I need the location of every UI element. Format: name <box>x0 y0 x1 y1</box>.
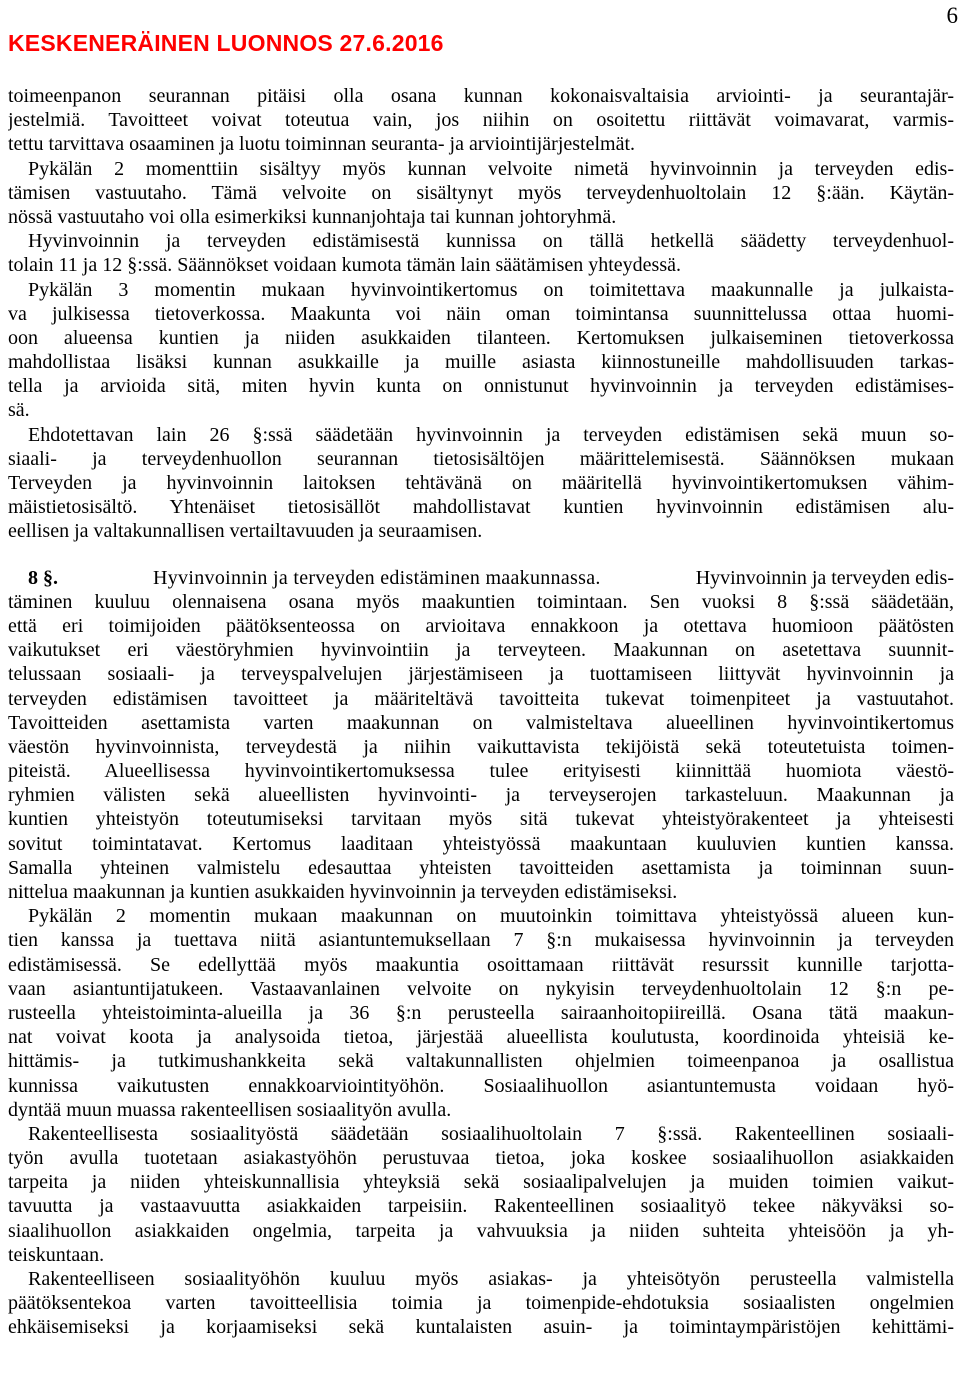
text-line: mäistietosisältö. Yhtenäiset tietosisällöt mahdollistavat kuntien hyvinvoinnin edistämisen alu- <box>8 496 954 519</box>
text-line: telussaan sosiaali- ja terveyspalvelujen järjestämiseen ja tuottamiseen liittyvät hyvinvoinnin ja <box>8 663 954 686</box>
text-line: täminen kuuluu olennaisena osana myös maakuntien toimintaan. Sen vuoksi 8 §:ssä säädetään, <box>8 590 954 613</box>
text-line: vaan asiantuntijatukeen. Vastaavanlainen velvoite on nykyisin terveydenhuoltolain 12 §:n pe- <box>8 977 954 1000</box>
text-line: Hyvinvoinnin ja terveyden edis- <box>695 566 954 589</box>
text-line: mahdollistaa lisäksi kunnan asukkaille ja muille asiasta kiinnostuneille mahdollisuuden tarkas- <box>8 351 954 374</box>
text-line: jestelmiä. Tavoitteet voivat toteutua vain, jos niihin on osoitettu riittävät voimavarat, varmis- <box>8 109 954 132</box>
text-line: kunnissa vaikutusten ennakkoarviointityöhön. Sosiaalihuollon asiantuntemusta voidaan hyö- <box>8 1074 954 1097</box>
text-line: va julkisessa tietoverkossa. Maakunta voi näin oman toimintansa suunnittelussa ottaa huomi- <box>8 302 954 325</box>
text-line: Pykälän 3 momentin mukaan hyvinvointikertomus on toimitettava maakunnalle ja julkaista- <box>28 278 954 301</box>
text-line: Pykälän 2 momenttiin sisältyy myös kunnan velvoite nimetä hyvinvoinnin ja terveyden edis- <box>28 157 954 180</box>
text-line: oon alueensa kuntien ja niiden asukkaiden tilanteen. Kertomuksen julkaiseminen tietoverkossa <box>8 326 954 349</box>
section-title: Hyvinvoinnin ja terveyden edistäminen maakunnassa. <box>153 566 601 589</box>
text-line: teiskuntaan. <box>8 1243 105 1266</box>
text-line: Rakenteelliseen sosiaalityöhön kuuluu myös asiakas- ja yhteisötyön perusteella valmistella <box>28 1268 954 1290</box>
text-line: siaali- ja terveydenhuollon seurannan tietosisältöjen määrittelemisestä. Säännöksen mukaan <box>8 447 954 470</box>
text-line: Terveyden ja hyvinvoinnin laitoksen tehtävänä on määritellä hyvinvointikertomuksen vähim- <box>8 472 954 494</box>
text-line: dyntää muun muassa rakenteellisen sosiaalityön avulla. <box>8 1098 452 1121</box>
section-heading-line <box>8 566 954 590</box>
text-line: Pykälän 2 momentin mukaan maakunnan on muutoinkin toimittava yhteistyössä alueen kun- <box>28 905 954 928</box>
text-line: hittämis- ja tutkimushankkeita sekä valtakunnallisten ohjelmien toimeenpanoa ja osallistua <box>8 1050 954 1073</box>
text-line: rusteella yhteistoiminta-alueilla ja 36 §:n perusteella sairaanhoitopiireillä. Osana tätä maakun- <box>8 1001 954 1024</box>
text-line: että eri toimijoiden päätöksenteossa on arvioitava ennakkoon ja otettava huomioon päätösten <box>8 614 954 637</box>
text-line: Ehdotettavan lain 26 §:ssä säädetään hyvinvoinnin ja terveyden edistämisen sekä muun so- <box>28 423 954 446</box>
text-line: tolain 11 ja 12 §:ssä. Säännökset voidaan kumota tämän lain säätämisen yhteydessä. <box>8 254 681 277</box>
text-line: tien kanssa ja tuettava niitä asiantuntemuksellaan 7 §:n mukaisessa hyvinvoinnin ja terveyden <box>8 929 954 952</box>
text-line: Tavoitteiden asettamista varten maakunnan on valmisteltava alueellinen hyvinvointikertomus <box>8 711 954 734</box>
text-line: tettu tarvittava osaaminen ja luotu toiminnan seuranta- ja arviointijärjestelmät. <box>8 133 636 156</box>
text-line: tarpeita ja niiden yhteiskunnallisia yhteyksiä sekä sosiaalipalvelujen ja muiden toimien vaikut- <box>8 1171 954 1194</box>
text-line: toimeenpanon seurannan pitäisi olla osana kunnan kokonaisvaltaisia arviointi- ja seurantajär- <box>8 85 954 107</box>
text-line: nat voivat koota ja analysoida tietoa, järjestää alueellista koulutusta, koordinoida yhteisiä ke- <box>8 1026 954 1049</box>
text-line: vaikutukset eri väestöryhmien hyvinvointiin ja terveyteen. Maakunnan on asetettava suunnit- <box>8 639 954 662</box>
text-line: nittelua maakunnan ja kuntien asukkaiden hyvinvoinnin ja terveyden edistämiseksi. <box>8 881 678 903</box>
text-line: siaalihuollon asiakkaiden ongelmia, tarpeita ja vahvuuksia ja niiden suhteita yhteisöön ja yh- <box>8 1219 954 1242</box>
draft-status-header: KESKENERÄINEN LUONNOS 27.6.2016 <box>8 30 444 56</box>
text-line: Hyvinvoinnin ja terveyden edistämisestä kunnissa on tällä hetkellä säädetty terveydenhuol- <box>28 230 954 253</box>
text-line: Samalla yhteinen valmistelu edesauttaa yhteisten tavoitteiden asettamista ja toiminnan suun- <box>8 856 954 879</box>
text-line: Rakenteellisesta sosiaalityöstä säädetään sosiaalihuoltolain 7 §:ssä. Rakenteellinen sosiaali- <box>28 1122 954 1145</box>
text-line: ryhmien välisten sekä alueellisten hyvinvointi- ja terveyserojen tarkasteluun. Maakunnan ja <box>8 784 954 807</box>
text-line: tämisen vastuutaho. Tämä velvoite on sisältynyt myös terveydenhuoltolain 12 §:ään. Käytän- <box>8 181 954 204</box>
section-number: 8 §. <box>28 566 58 589</box>
text-line: tavuutta ja vastaavuutta asiakkaiden tarpeisiin. Rakenteellinen sosiaalityö tekee näkyväksi so- <box>8 1195 954 1218</box>
text-line: kuntien yhteistyön toteutumiseksi tarvitaan myös sitä tukevat yhteistyörakenteet ja yhteisesti <box>8 808 954 831</box>
text-line: päätöksentekoa varten tavoitteellisia toimia ja toimenpide-ehdotuksia sosiaalisten ongelmien <box>8 1292 954 1315</box>
text-line: eellisen ja valtakunnallisen vertailtavuuden ja seuraamisen. <box>8 520 483 543</box>
text-line: sovitut toimintatavat. Kertomus laaditaan yhteistyössä maakuntaan kuuluvien kuntien kanssa. <box>8 832 954 855</box>
text-line: tella ja arvioida sitä, miten hyvin kunta on onnistunut hyvinvoinnin ja terveyden edistämises- <box>8 375 954 398</box>
body-text <box>8 84 954 1340</box>
text-line: työn avulla tuotetaan asiakastyöhön perustuvaa tietoa, joka koskee sosiaalihuollon asiakkaiden <box>8 1147 954 1170</box>
text-line: väestön hyvinvoinnista, terveydestä ja niihin vaikuttavista tekijöistä sekä toteutetuista toimen- <box>8 735 954 758</box>
text-line: piteistä. Alueellisessa hyvinvointikertomuksessa tulee erityisesti kiinnittää huomiota väestö- <box>8 760 954 783</box>
text-line: nössä vastuutaho voi olla esimerkiksi kunnanjohtaja tai kunnan johtoryhmä. <box>8 205 617 228</box>
text-line: edistämisessä. Se edellyttää myös maakuntia osoittamaan riittävät resurssit kunnille tarjotta- <box>8 953 954 976</box>
text-line: ehkäisemiseksi ja korjaamiseksi sekä kuntalaisten asuin- ja toimintaympäristöjen kehittämi- <box>8 1316 954 1339</box>
text-line: terveyden edistämisen tavoitteet ja määriteltävä tavoitteita tukevat toimenpiteet ja vastuutahot. <box>8 687 954 710</box>
page-number: 6 <box>946 3 958 28</box>
text-line: sä. <box>8 399 30 422</box>
